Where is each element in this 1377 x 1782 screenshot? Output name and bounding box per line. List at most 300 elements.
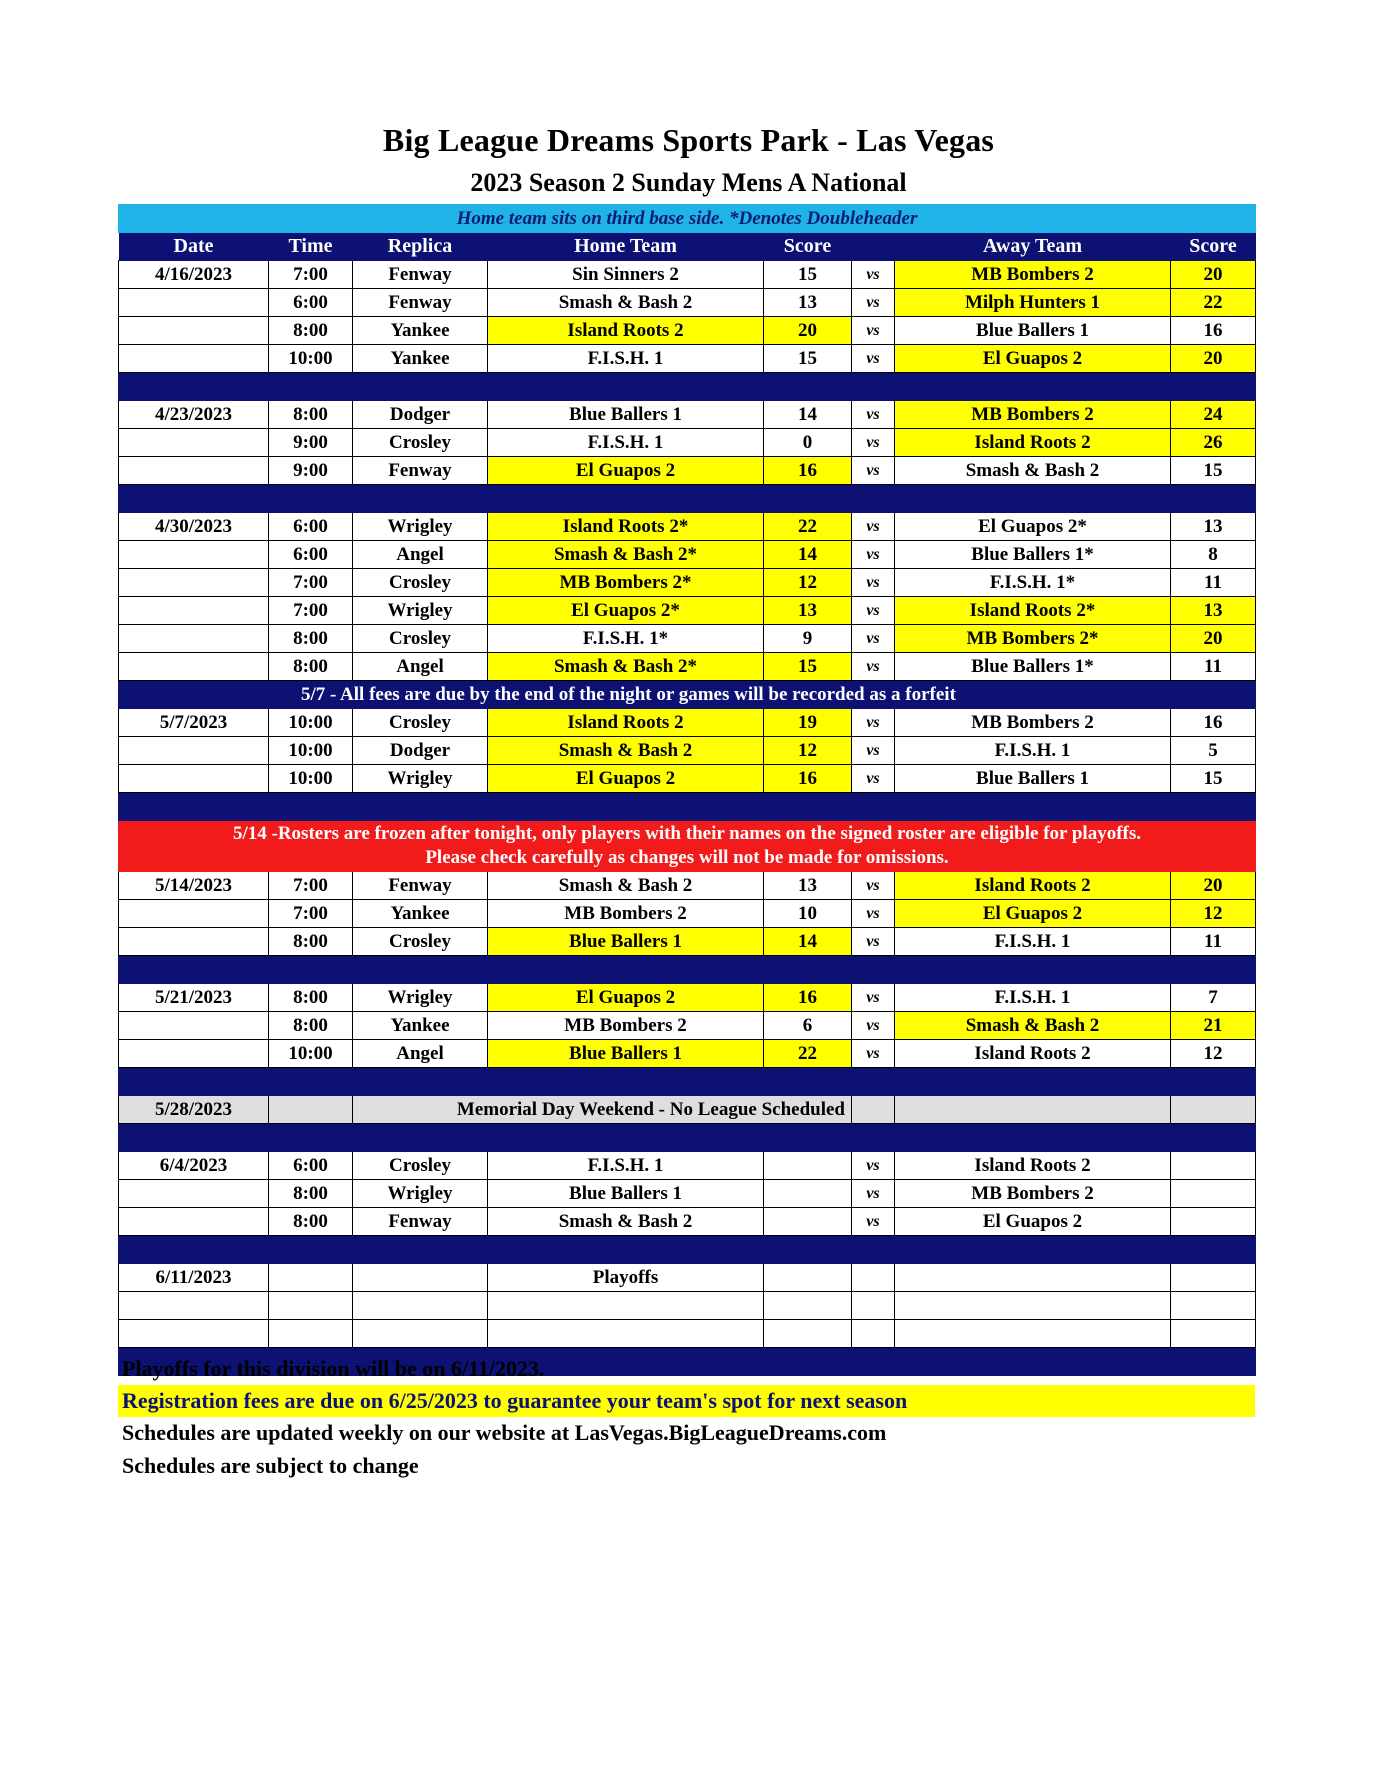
away-team: F.I.S.H. 1: [895, 737, 1171, 765]
home-score: 9: [764, 625, 852, 653]
col-header-time: Time: [269, 233, 353, 261]
game-field: [353, 1264, 488, 1292]
separator-cell: [1171, 793, 1256, 821]
home-score: 15: [764, 345, 852, 373]
vs-cell: vs: [852, 1152, 895, 1180]
game-date: [119, 928, 269, 956]
game-time: 7:00: [269, 900, 353, 928]
home-team: F.I.S.H. 1: [488, 429, 764, 457]
game-date: [119, 653, 269, 681]
away-team: El Guapos 2*: [895, 513, 1171, 541]
game-field: Crosley: [353, 928, 488, 956]
game-field: Fenway: [353, 261, 488, 289]
away-team: Island Roots 2: [895, 429, 1171, 457]
separator-cell: [269, 1236, 353, 1264]
game-field: Wrigley: [353, 1180, 488, 1208]
vs-cell: vs: [852, 569, 895, 597]
separator-cell: [852, 1348, 895, 1376]
away-score: 8: [1171, 541, 1256, 569]
col-header-replica: Replica: [353, 233, 488, 261]
roster-notice-line1: 5/14 -Rosters are frozen after tonight, only players with their names on the signed roster are eligible for playoffs.: [232, 823, 1142, 844]
game-time: 6:00: [269, 513, 353, 541]
vs-cell: vs: [852, 429, 895, 457]
separator-cell: [488, 1236, 764, 1264]
game-date: [119, 1292, 269, 1320]
home-score: 14: [764, 928, 852, 956]
away-score: [1171, 1096, 1256, 1124]
separator-cell: [895, 956, 1171, 984]
away-score: 7: [1171, 984, 1256, 1012]
game-date: 5/14/2023: [119, 872, 269, 900]
game-date: [119, 457, 269, 485]
game-time: 7:00: [269, 597, 353, 625]
schedule-table: [118, 204, 1256, 1376]
separator-cell: [353, 1236, 488, 1264]
separator-cell: [852, 956, 895, 984]
away-team: Smash & Bash 2: [895, 1012, 1171, 1040]
game-time: 10:00: [269, 1040, 353, 1068]
subject-to-change-note: Schedules are subject to change: [122, 1453, 419, 1478]
away-score: [1171, 1152, 1256, 1180]
separator-row: [119, 485, 1256, 513]
separator-cell: [488, 485, 764, 513]
home-score: [764, 1264, 852, 1292]
home-team: [488, 1320, 764, 1348]
game-date: [119, 737, 269, 765]
vs-cell: vs: [852, 289, 895, 317]
separator-cell: [764, 373, 852, 401]
home-team: Smash & Bash 2*: [488, 541, 764, 569]
game-field: Angel: [353, 653, 488, 681]
home-score: 6: [764, 1012, 852, 1040]
away-team: Blue Ballers 1: [895, 765, 1171, 793]
separator-cell: [269, 956, 353, 984]
game-date: 4/16/2023: [119, 261, 269, 289]
home-score: 12: [764, 569, 852, 597]
away-score: [1171, 1180, 1256, 1208]
home-team: F.I.S.H. 1*: [488, 625, 764, 653]
game-row: [119, 872, 1256, 900]
game-field: [353, 1292, 488, 1320]
game-time: 9:00: [269, 429, 353, 457]
game-time: 6:00: [269, 541, 353, 569]
separator-cell: [852, 1236, 895, 1264]
col-header-away-team: Away Team: [895, 233, 1171, 261]
vs-cell: vs: [852, 401, 895, 429]
away-score: 5: [1171, 737, 1256, 765]
home-team: Smash & Bash 2*: [488, 653, 764, 681]
separator-cell: [1171, 1124, 1256, 1152]
col-header-away-score: Score: [1171, 233, 1256, 261]
separator-cell: [1171, 1236, 1256, 1264]
away-score: 20: [1171, 872, 1256, 900]
separator-cell: [852, 373, 895, 401]
game-row: [119, 709, 1256, 737]
game-row: [119, 1180, 1256, 1208]
separator-cell: [119, 1236, 269, 1264]
game-time: 8:00: [269, 928, 353, 956]
game-time: 7:00: [269, 569, 353, 597]
away-team: F.I.S.H. 1*: [895, 569, 1171, 597]
game-time: 10:00: [269, 737, 353, 765]
away-team: El Guapos 2: [895, 900, 1171, 928]
game-row: [119, 984, 1256, 1012]
game-row: [119, 541, 1256, 569]
vs-cell: vs: [852, 261, 895, 289]
separator-row: [119, 373, 1256, 401]
game-time: 8:00: [269, 317, 353, 345]
game-field: Dodger: [353, 401, 488, 429]
separator-cell: [269, 1068, 353, 1096]
game-date: [119, 597, 269, 625]
separator-row: [119, 956, 1256, 984]
separator-cell: [353, 793, 488, 821]
note-row: [119, 205, 1256, 233]
separator-cell: [488, 373, 764, 401]
vs-cell: vs: [852, 900, 895, 928]
separator-cell: [1171, 1068, 1256, 1096]
vs-cell: vs: [852, 928, 895, 956]
away-score: [1171, 1320, 1256, 1348]
away-team: [895, 1096, 1171, 1124]
home-score: 13: [764, 872, 852, 900]
game-date: [119, 765, 269, 793]
separator-cell: [119, 373, 269, 401]
game-field: Angel: [353, 541, 488, 569]
separator-cell: [269, 1124, 353, 1152]
game-time: 10:00: [269, 709, 353, 737]
vs-cell: vs: [852, 457, 895, 485]
game-row: [119, 317, 1256, 345]
game-date: [119, 345, 269, 373]
col-header-home-team: Home Team: [488, 233, 764, 261]
vs-cell: vs: [852, 541, 895, 569]
home-score: 19: [764, 709, 852, 737]
vs-cell: vs: [852, 872, 895, 900]
away-team: Island Roots 2*: [895, 597, 1171, 625]
home-team: MB Bombers 2: [488, 1012, 764, 1040]
col-header-home-score: Score: [764, 233, 852, 261]
vs-cell: vs: [852, 317, 895, 345]
separator-cell: [764, 485, 852, 513]
game-time: 6:00: [269, 1152, 353, 1180]
game-time: 8:00: [269, 401, 353, 429]
vs-cell: vs: [852, 1208, 895, 1236]
away-score: 21: [1171, 1012, 1256, 1040]
game-time: [269, 1264, 353, 1292]
separator-cell: [119, 1068, 269, 1096]
game-field: Yankee: [353, 900, 488, 928]
game-time: 8:00: [269, 653, 353, 681]
home-score: 13: [764, 597, 852, 625]
separator-cell: [764, 793, 852, 821]
away-score: 13: [1171, 597, 1256, 625]
game-time: 8:00: [269, 984, 353, 1012]
home-score: 22: [764, 1040, 852, 1068]
game-time: 8:00: [269, 625, 353, 653]
game-row: [119, 900, 1256, 928]
game-date: 6/11/2023: [119, 1264, 269, 1292]
separator-cell: [852, 793, 895, 821]
separator-cell: [764, 1348, 852, 1376]
game-time: [269, 1320, 353, 1348]
game-row: [119, 457, 1256, 485]
away-score: 13: [1171, 513, 1256, 541]
game-date: [119, 317, 269, 345]
game-date: [119, 541, 269, 569]
away-score: 24: [1171, 401, 1256, 429]
home-score: 14: [764, 401, 852, 429]
away-team: Island Roots 2: [895, 872, 1171, 900]
website-note: Schedules are updated weekly on our website at LasVegas.BigLeagueDreams.com: [122, 1420, 887, 1445]
separator-cell: [269, 485, 353, 513]
roster-notice-line2: Please check carefully as changes will not be made for omissions.: [425, 847, 949, 868]
vs-cell: [852, 1292, 895, 1320]
home-score: [764, 1180, 852, 1208]
vs-cell: vs: [852, 597, 895, 625]
home-score: 10: [764, 900, 852, 928]
home-team: Smash & Bash 2: [488, 289, 764, 317]
game-date: [119, 429, 269, 457]
game-field: Fenway: [353, 872, 488, 900]
away-score: 20: [1171, 261, 1256, 289]
game-row: [119, 289, 1256, 317]
game-row: [119, 737, 1256, 765]
home-team: Island Roots 2: [488, 317, 764, 345]
away-score: [1171, 1264, 1256, 1292]
vs-cell: vs: [852, 1012, 895, 1040]
home-team: Blue Ballers 1: [488, 1180, 764, 1208]
game-row: [119, 1152, 1256, 1180]
game-field: Angel: [353, 1040, 488, 1068]
separator-row: [119, 1124, 1256, 1152]
game-time: [269, 1292, 353, 1320]
game-row: [119, 569, 1256, 597]
separator-cell: [852, 1068, 895, 1096]
away-score: 20: [1171, 345, 1256, 373]
home-score: [764, 1152, 852, 1180]
separator-row: [119, 1068, 1256, 1096]
col-header-date: Date: [119, 233, 269, 261]
vs-cell: vs: [852, 984, 895, 1012]
game-date: [119, 289, 269, 317]
game-row: [119, 625, 1256, 653]
separator-cell: [852, 1124, 895, 1152]
game-field: Crosley: [353, 709, 488, 737]
game-row: [119, 1264, 1256, 1292]
vs-cell: vs: [852, 625, 895, 653]
away-team: MB Bombers 2: [895, 261, 1171, 289]
home-team: El Guapos 2: [488, 457, 764, 485]
game-time: 9:00: [269, 457, 353, 485]
game-row: [119, 401, 1256, 429]
away-team: El Guapos 2: [895, 1208, 1171, 1236]
away-score: 16: [1171, 709, 1256, 737]
separator-cell: [895, 1124, 1171, 1152]
home-score: 16: [764, 765, 852, 793]
separator-cell: [488, 956, 764, 984]
game-time: 6:00: [269, 289, 353, 317]
game-date: 5/7/2023: [119, 709, 269, 737]
home-score: 22: [764, 513, 852, 541]
separator-cell: [764, 956, 852, 984]
doubleheader-note: Home team sits on third base side. *Denotes Doubleheader: [119, 205, 1256, 233]
home-score: [764, 1208, 852, 1236]
home-team: El Guapos 2: [488, 765, 764, 793]
game-row: [119, 429, 1256, 457]
game-date: [119, 900, 269, 928]
away-score: 20: [1171, 625, 1256, 653]
away-team: Blue Ballers 1*: [895, 541, 1171, 569]
away-score: 12: [1171, 1040, 1256, 1068]
separator-cell: [764, 1068, 852, 1096]
game-row: [119, 1320, 1256, 1348]
away-team: Island Roots 2: [895, 1152, 1171, 1180]
away-team: Milph Hunters 1: [895, 289, 1171, 317]
away-score: 26: [1171, 429, 1256, 457]
game-field: Yankee: [353, 317, 488, 345]
separator-row: [119, 1236, 1256, 1264]
separator-cell: [764, 1124, 852, 1152]
separator-cell: [269, 373, 353, 401]
game-date: [119, 1040, 269, 1068]
home-team: Smash & Bash 2: [488, 737, 764, 765]
home-team: Smash & Bash 2: [488, 1208, 764, 1236]
game-date: [119, 569, 269, 597]
game-time: 8:00: [269, 1012, 353, 1040]
page-subtitle: 2023 Season 2 Sunday Mens A National: [470, 168, 907, 197]
game-date: [119, 1180, 269, 1208]
home-score: 15: [764, 261, 852, 289]
away-score: 11: [1171, 569, 1256, 597]
vs-cell: vs: [852, 709, 895, 737]
separator-cell: [488, 1068, 764, 1096]
separator-cell: [353, 1068, 488, 1096]
home-team: F.I.S.H. 1: [488, 1152, 764, 1180]
game-field: Yankee: [353, 345, 488, 373]
separator-cell: [895, 793, 1171, 821]
separator-cell: [895, 1348, 1171, 1376]
home-team: Sin Sinners 2: [488, 261, 764, 289]
game-row: [119, 513, 1256, 541]
home-team: MB Bombers 2: [488, 900, 764, 928]
game-row: [119, 1012, 1256, 1040]
fees-notice: 5/7 - All fees are due by the end of the night or games will be recorded as a forfeit: [119, 681, 1256, 709]
vs-cell: vs: [852, 1040, 895, 1068]
home-team: El Guapos 2: [488, 984, 764, 1012]
separator-cell: [119, 1124, 269, 1152]
vs-cell: vs: [852, 1180, 895, 1208]
home-score: 20: [764, 317, 852, 345]
game-row: [119, 345, 1256, 373]
col-header-vs: [852, 233, 895, 261]
game-date: 4/30/2023: [119, 513, 269, 541]
game-field: Wrigley: [353, 513, 488, 541]
home-team: [488, 1292, 764, 1320]
away-team: MB Bombers 2*: [895, 625, 1171, 653]
game-field: Wrigley: [353, 597, 488, 625]
home-team: F.I.S.H. 1: [488, 345, 764, 373]
away-team: Blue Ballers 1: [895, 317, 1171, 345]
game-time: 8:00: [269, 1180, 353, 1208]
game-row: [119, 653, 1256, 681]
separator-cell: [488, 1124, 764, 1152]
vs-cell: [852, 1096, 895, 1124]
game-field: [353, 1320, 488, 1348]
separator-cell: [353, 485, 488, 513]
away-team: Island Roots 2: [895, 1040, 1171, 1068]
game-date: [119, 1208, 269, 1236]
away-team: F.I.S.H. 1: [895, 928, 1171, 956]
away-score: 11: [1171, 653, 1256, 681]
holiday-row: [119, 1096, 1256, 1124]
game-row: [119, 928, 1256, 956]
home-team: Island Roots 2*: [488, 513, 764, 541]
game-field: Crosley: [353, 569, 488, 597]
roster-notice-row: [119, 821, 1256, 872]
home-team: Smash & Bash 2: [488, 872, 764, 900]
game-field: Wrigley: [353, 765, 488, 793]
away-team: [895, 1320, 1171, 1348]
home-team: Blue Ballers 1: [488, 1040, 764, 1068]
away-team: [895, 1264, 1171, 1292]
game-field: Crosley: [353, 429, 488, 457]
game-time: 8:00: [269, 1208, 353, 1236]
separator-cell: [119, 793, 269, 821]
game-row: [119, 261, 1256, 289]
vs-cell: vs: [852, 765, 895, 793]
game-field: Fenway: [353, 457, 488, 485]
home-team: Island Roots 2: [488, 709, 764, 737]
game-time: 7:00: [269, 872, 353, 900]
game-date: 5/21/2023: [119, 984, 269, 1012]
home-score: 16: [764, 984, 852, 1012]
separator-cell: [1171, 1348, 1256, 1376]
game-date: 6/4/2023: [119, 1152, 269, 1180]
game-time: 10:00: [269, 765, 353, 793]
fees-notice-row: [119, 681, 1256, 709]
separator-cell: [353, 956, 488, 984]
separator-cell: [488, 793, 764, 821]
separator-cell: [895, 1236, 1171, 1264]
game-date: [119, 625, 269, 653]
away-score: [1171, 1208, 1256, 1236]
game-field: Crosley: [353, 625, 488, 653]
separator-row: [119, 793, 1256, 821]
away-team: MB Bombers 2: [895, 1180, 1171, 1208]
away-score: 12: [1171, 900, 1256, 928]
registration-note: Registration fees are due on 6/25/2023 to guarantee your team's spot for next season: [118, 1385, 1255, 1417]
home-team: Playoffs: [488, 1264, 764, 1292]
separator-cell: [1171, 373, 1256, 401]
game-row: [119, 1292, 1256, 1320]
away-team: El Guapos 2: [895, 345, 1171, 373]
separator-cell: [353, 1124, 488, 1152]
away-team: [895, 1292, 1171, 1320]
game-field: Fenway: [353, 289, 488, 317]
separator-cell: [1171, 485, 1256, 513]
away-score: 15: [1171, 457, 1256, 485]
away-team: F.I.S.H. 1: [895, 984, 1171, 1012]
home-score: 15: [764, 653, 852, 681]
away-team: MB Bombers 2: [895, 709, 1171, 737]
separator-cell: [1171, 956, 1256, 984]
home-score: 0: [764, 429, 852, 457]
game-field: Fenway: [353, 1208, 488, 1236]
game-date: 5/28/2023: [119, 1096, 269, 1124]
home-team: El Guapos 2*: [488, 597, 764, 625]
game-date: 4/23/2023: [119, 401, 269, 429]
